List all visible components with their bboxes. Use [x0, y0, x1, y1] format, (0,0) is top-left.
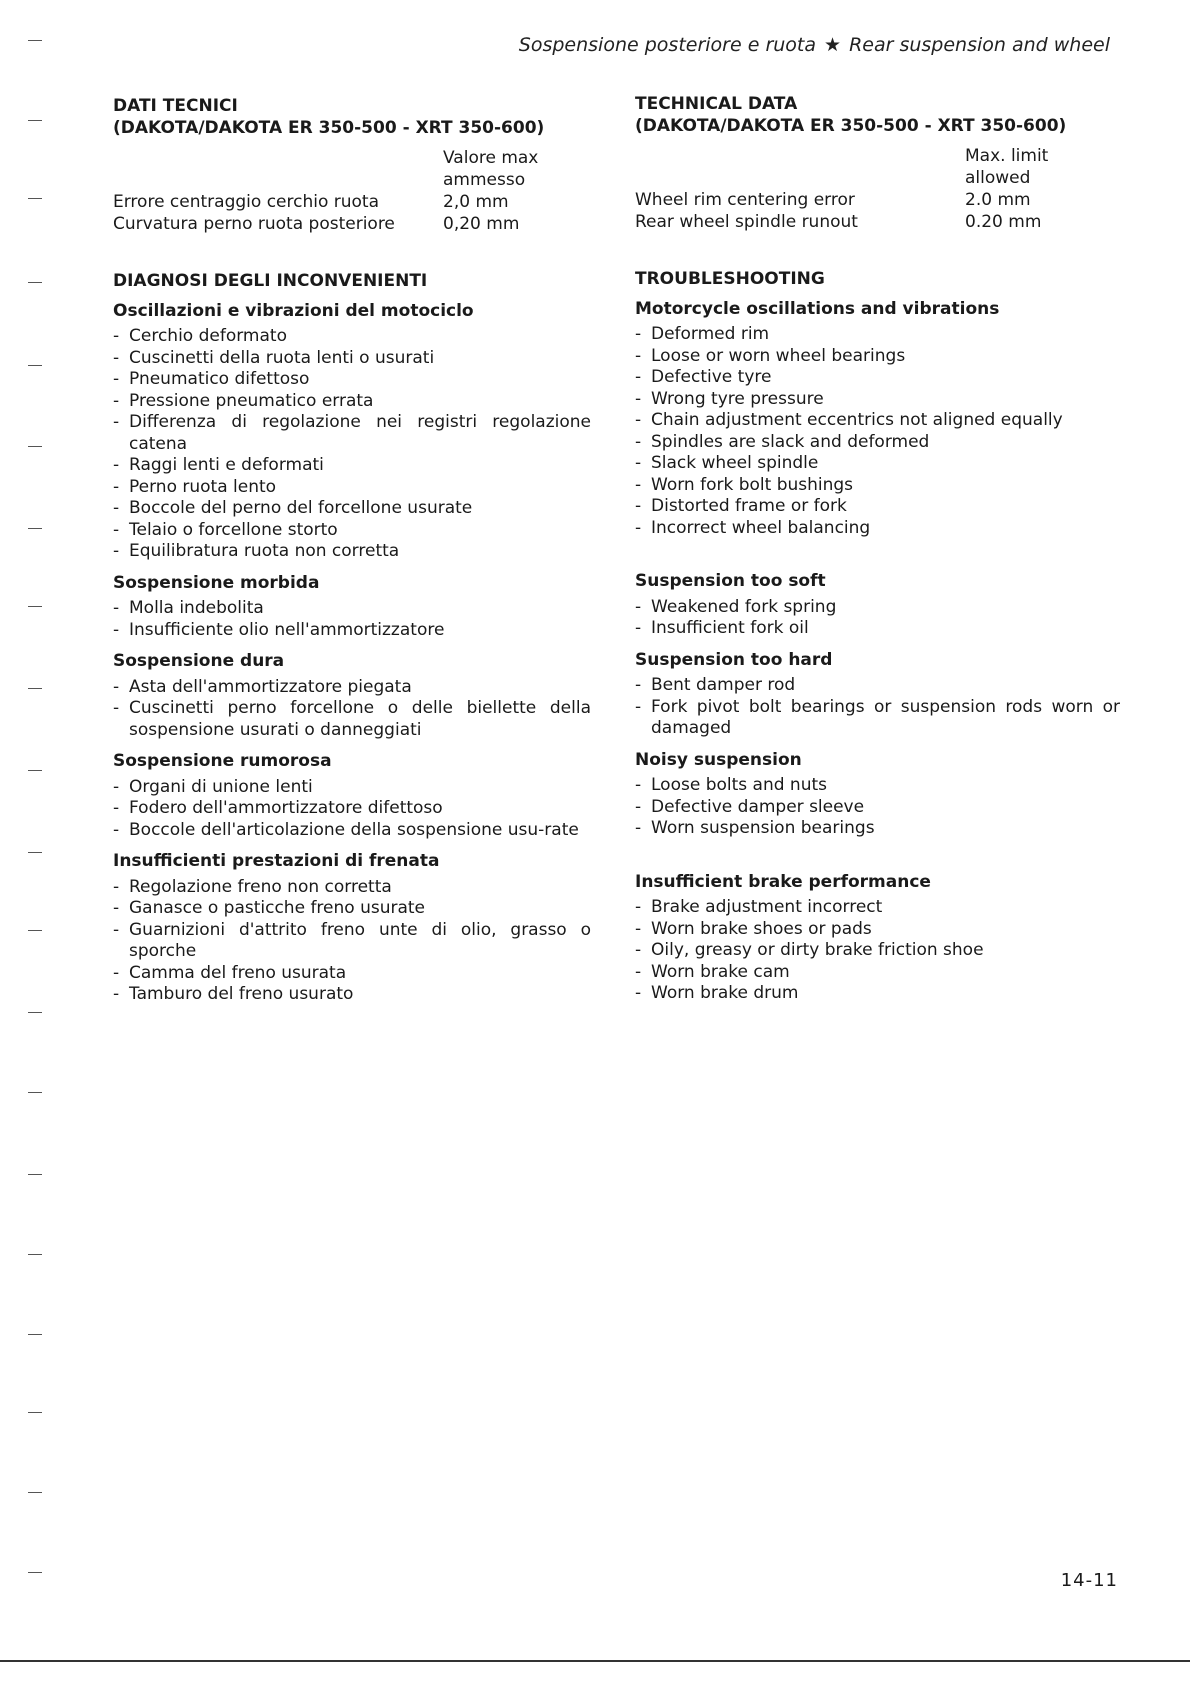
margin-tick	[28, 1092, 42, 1093]
cause-list	[635, 324, 1120, 539]
margin-tick	[28, 120, 42, 121]
spec-value: 2,0 mm	[443, 192, 509, 212]
section-title: Insufficient brake performance	[635, 871, 931, 892]
limit-header: ammesso	[443, 170, 526, 190]
margin-tick	[28, 606, 42, 607]
binding-margin-marks	[28, 0, 48, 1684]
section-title: Suspension too hard	[635, 649, 833, 670]
margin-tick	[28, 1174, 42, 1175]
cause-list	[635, 775, 1120, 840]
list-item: - Cuscinetti della ruota lenti o usurati	[113, 348, 591, 370]
star-icon: ★	[824, 34, 842, 56]
list-item: - Boccole dell'articolazione della sospensione usu-rate	[113, 820, 591, 842]
list-item: - Boccole del perno del forcellone usurate	[113, 498, 591, 520]
list-item: - Fodero dell'ammortizzatore difettoso	[113, 798, 591, 820]
list-item: - Guarnizioni d'attrito freno unte di olio, grasso o sporche	[113, 920, 591, 963]
margin-tick	[28, 930, 42, 931]
spec-value: 2.0 mm	[965, 190, 1031, 210]
cause-list	[113, 677, 591, 742]
margin-tick	[28, 1572, 42, 1573]
list-item: - Organi di unione lenti	[113, 777, 591, 799]
section-title: Suspension too soft	[635, 571, 826, 591]
list-item: - Chain adjustment eccentrics not aligned equally	[635, 410, 1120, 432]
list-item: - Asta dell'ammortizzatore piegata	[113, 677, 591, 699]
list-item: - Worn brake shoes or pads	[635, 919, 1120, 941]
list-item: - Weakened fork spring	[635, 597, 1120, 619]
list-item: - Perno ruota lento	[113, 477, 591, 499]
list-item: - Bent damper rod	[635, 675, 1120, 697]
list-item: - Deformed rim	[635, 324, 1120, 346]
spec-row	[635, 211, 1048, 233]
cause-list	[113, 326, 591, 563]
list-item: - Cerchio deformato	[113, 326, 591, 348]
margin-tick	[28, 365, 42, 366]
section-title: Insufficienti prestazioni di frenata	[113, 851, 440, 871]
margin-tick	[28, 1412, 42, 1413]
margin-tick	[28, 1012, 42, 1013]
margin-tick	[28, 446, 42, 447]
margin-tick	[28, 282, 42, 283]
list-item: - Loose bolts and nuts	[635, 775, 1120, 797]
header-italian: Sospensione posteriore e ruota	[518, 34, 817, 56]
cause-list	[635, 597, 1120, 640]
list-item: - Raggi lenti e deformati	[113, 455, 591, 477]
list-item: - Regolazione freno non corretta	[113, 877, 591, 899]
tech-data-models: (DAKOTA/DAKOTA ER 350-500 - XRT 350-600)	[635, 115, 1067, 136]
cause-list	[635, 675, 1120, 740]
section-title: Sospensione dura	[113, 651, 285, 671]
list-item: - Molla indebolita	[113, 598, 591, 620]
tech-data-models: (DAKOTA/DAKOTA ER 350-500 - XRT 350-600)	[113, 117, 545, 138]
list-item: - Differenza di regolazione nei registri regolazione catena	[113, 412, 591, 455]
margin-tick	[28, 770, 42, 771]
list-item: - Defective damper sleeve	[635, 797, 1120, 819]
limit-header: Max. limit	[965, 146, 1049, 166]
tech-data-title: DATI TECNICI	[113, 96, 238, 116]
limit-header: allowed	[965, 168, 1031, 188]
italian-column	[113, 96, 591, 1006]
troubleshooting-title: DIAGNOSI DEGLI INCONVENIENTI	[113, 271, 428, 291]
list-item: - Pressione pneumatico errata	[113, 391, 591, 413]
cause-list	[113, 598, 591, 641]
spec-row	[113, 191, 538, 213]
section-title: Motorcycle oscillations and vibrations	[635, 298, 1000, 319]
spec-label: Rear wheel spindle runout	[635, 212, 858, 232]
section-title: Sospensione rumorosa	[113, 751, 332, 771]
cause-list	[113, 877, 591, 1006]
cause-list	[635, 897, 1120, 1005]
margin-tick	[28, 40, 42, 41]
list-item: - Equilibratura ruota non corretta	[113, 541, 591, 563]
list-item: - Insufficient fork oil	[635, 618, 1120, 640]
spec-value: 0,20 mm	[443, 214, 520, 234]
margin-tick	[28, 852, 42, 853]
list-item: - Oily, greasy or dirty brake friction shoe	[635, 940, 1120, 962]
english-column	[635, 94, 1120, 1005]
list-item: - Incorrect wheel balancing	[635, 518, 1120, 540]
spec-table	[113, 147, 538, 235]
list-item: - Loose or worn wheel bearings	[635, 346, 1120, 368]
list-item: - Worn brake drum	[635, 983, 1120, 1005]
list-item: - Wrong tyre pressure	[635, 389, 1120, 411]
spec-label: Wheel rim centering error	[635, 190, 855, 210]
bottom-rule	[0, 1660, 1190, 1662]
page-number: 14-11	[1060, 1570, 1118, 1591]
list-item: - Fork pivot bolt bearings or suspension rods worn or damaged	[635, 697, 1120, 740]
list-item: - Tamburo del freno usurato	[113, 984, 591, 1006]
list-item: - Spindles are slack and deformed	[635, 432, 1120, 454]
list-item: - Pneumatico difettoso	[113, 369, 591, 391]
cause-list	[113, 777, 591, 842]
margin-tick	[28, 1334, 42, 1335]
margin-tick	[28, 688, 42, 689]
list-item: - Brake adjustment incorrect	[635, 897, 1120, 919]
margin-tick	[28, 1492, 42, 1493]
list-item: - Insufficiente olio nell'ammortizzatore	[113, 620, 591, 642]
spec-table	[635, 145, 1048, 233]
list-item: - Telaio o forcellone storto	[113, 520, 591, 542]
troubleshooting-title: TROUBLESHOOTING	[635, 269, 825, 289]
spec-label: Curvatura perno ruota posteriore	[113, 214, 395, 234]
spec-row	[113, 213, 538, 235]
limit-header: Valore max	[443, 148, 539, 168]
list-item: - Defective tyre	[635, 367, 1120, 389]
section-title: Oscillazioni e vibrazioni del motociclo	[113, 300, 474, 321]
margin-tick	[28, 528, 42, 529]
margin-tick	[28, 1254, 42, 1255]
header-english: Rear suspension and wheel	[849, 34, 1110, 56]
list-item: - Distorted frame or fork	[635, 496, 1120, 518]
spec-row	[635, 189, 1048, 211]
list-item: - Worn brake cam	[635, 962, 1120, 984]
running-header	[519, 34, 1110, 56]
spec-label: Errore centraggio cerchio ruota	[113, 192, 380, 212]
list-item: - Worn fork bolt bushings	[635, 475, 1120, 497]
section-title: Sospensione morbida	[113, 572, 320, 593]
list-item: - Slack wheel spindle	[635, 453, 1120, 475]
tech-data-title: TECHNICAL DATA	[635, 94, 798, 114]
list-item: - Camma del freno usurata	[113, 963, 591, 985]
section-title: Noisy suspension	[635, 749, 802, 770]
spec-value: 0.20 mm	[965, 212, 1042, 232]
list-item: - Worn suspension bearings	[635, 818, 1120, 840]
margin-tick	[28, 198, 42, 199]
list-item: - Ganasce o pasticche freno usurate	[113, 898, 591, 920]
list-item: - Cuscinetti perno forcellone o delle biellette della sospensione usurati o danneggiati	[113, 698, 591, 741]
